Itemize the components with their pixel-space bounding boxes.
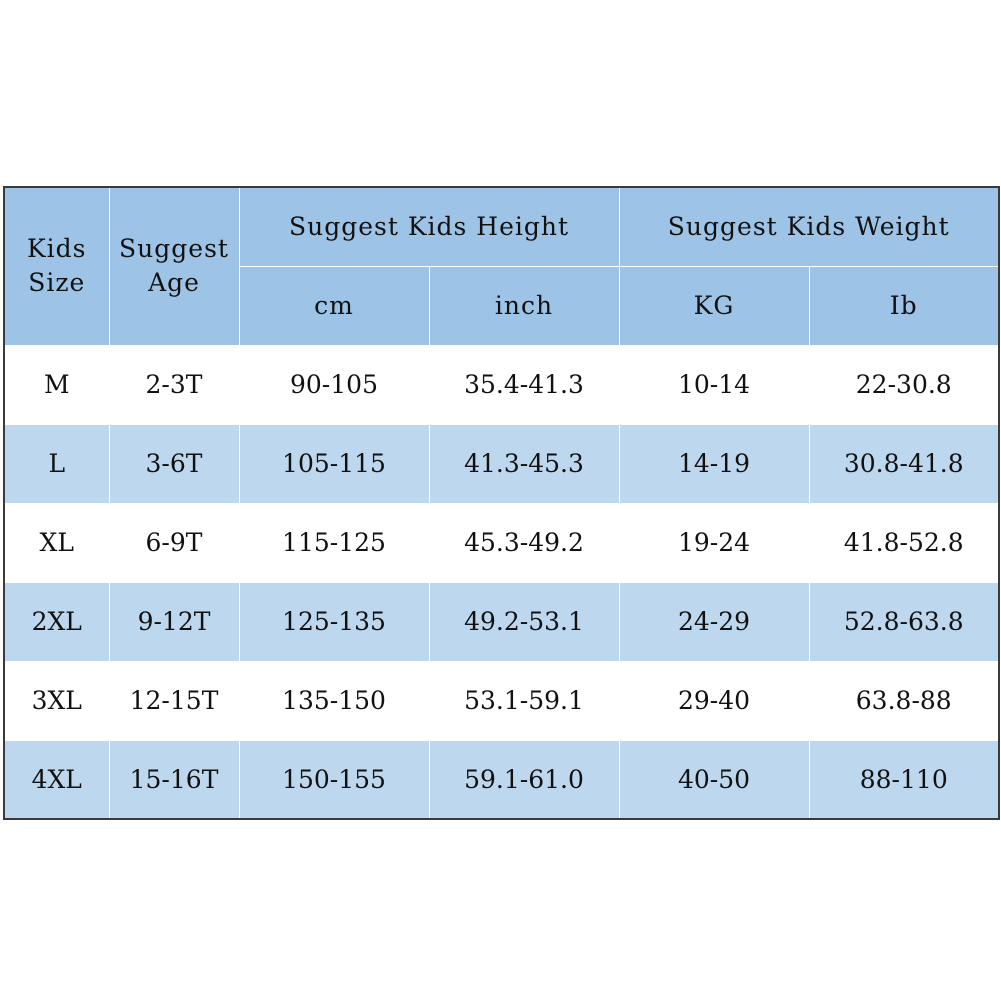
cell-size: 4XL xyxy=(4,740,109,819)
cell-inch: 53.1-59.1 xyxy=(429,661,619,740)
cell-inch: 49.2-53.1 xyxy=(429,582,619,661)
header-kids-size: Kids Size xyxy=(4,187,109,345)
header-suggest-weight: Suggest Kids Weight xyxy=(619,187,999,266)
cell-lb: 88-110 xyxy=(809,740,999,819)
cell-kg: 14-19 xyxy=(619,424,809,503)
cell-size: L xyxy=(4,424,109,503)
header-lb: Ib xyxy=(809,266,999,345)
header-inch: inch xyxy=(429,266,619,345)
cell-lb: 22-30.8 xyxy=(809,345,999,424)
table-row xyxy=(4,503,999,582)
cell-size: 2XL xyxy=(4,582,109,661)
cell-size: 3XL xyxy=(4,661,109,740)
cell-kg: 19-24 xyxy=(619,503,809,582)
cell-inch: 59.1-61.0 xyxy=(429,740,619,819)
cell-lb: 63.8-88 xyxy=(809,661,999,740)
cell-age: 6-9T xyxy=(109,503,239,582)
cell-lb: 41.8-52.8 xyxy=(809,503,999,582)
size-chart-table xyxy=(3,186,1000,820)
cell-lb: 30.8-41.8 xyxy=(809,424,999,503)
cell-kg: 40-50 xyxy=(619,740,809,819)
cell-kg: 10-14 xyxy=(619,345,809,424)
cell-cm: 150-155 xyxy=(239,740,429,819)
cell-age: 12-15T xyxy=(109,661,239,740)
cell-cm: 105-115 xyxy=(239,424,429,503)
table-row xyxy=(4,661,999,740)
header-kg: KG xyxy=(619,266,809,345)
cell-size: XL xyxy=(4,503,109,582)
cell-inch: 41.3-45.3 xyxy=(429,424,619,503)
table-row xyxy=(4,345,999,424)
cell-cm: 115-125 xyxy=(239,503,429,582)
cell-cm: 135-150 xyxy=(239,661,429,740)
header-suggest-age: Suggest Age xyxy=(109,187,239,345)
header-suggest-height: Suggest Kids Height xyxy=(239,187,619,266)
cell-inch: 35.4-41.3 xyxy=(429,345,619,424)
header-row-top xyxy=(4,187,999,266)
table-row xyxy=(4,740,999,819)
table-row xyxy=(4,582,999,661)
cell-age: 15-16T xyxy=(109,740,239,819)
cell-lb: 52.8-63.8 xyxy=(809,582,999,661)
table-row xyxy=(4,424,999,503)
cell-kg: 29-40 xyxy=(619,661,809,740)
cell-age: 3-6T xyxy=(109,424,239,503)
cell-kg: 24-29 xyxy=(619,582,809,661)
cell-size: M xyxy=(4,345,109,424)
cell-age: 2-3T xyxy=(109,345,239,424)
cell-cm: 125-135 xyxy=(239,582,429,661)
cell-cm: 90-105 xyxy=(239,345,429,424)
cell-age: 9-12T xyxy=(109,582,239,661)
header-cm: cm xyxy=(239,266,429,345)
cell-inch: 45.3-49.2 xyxy=(429,503,619,582)
